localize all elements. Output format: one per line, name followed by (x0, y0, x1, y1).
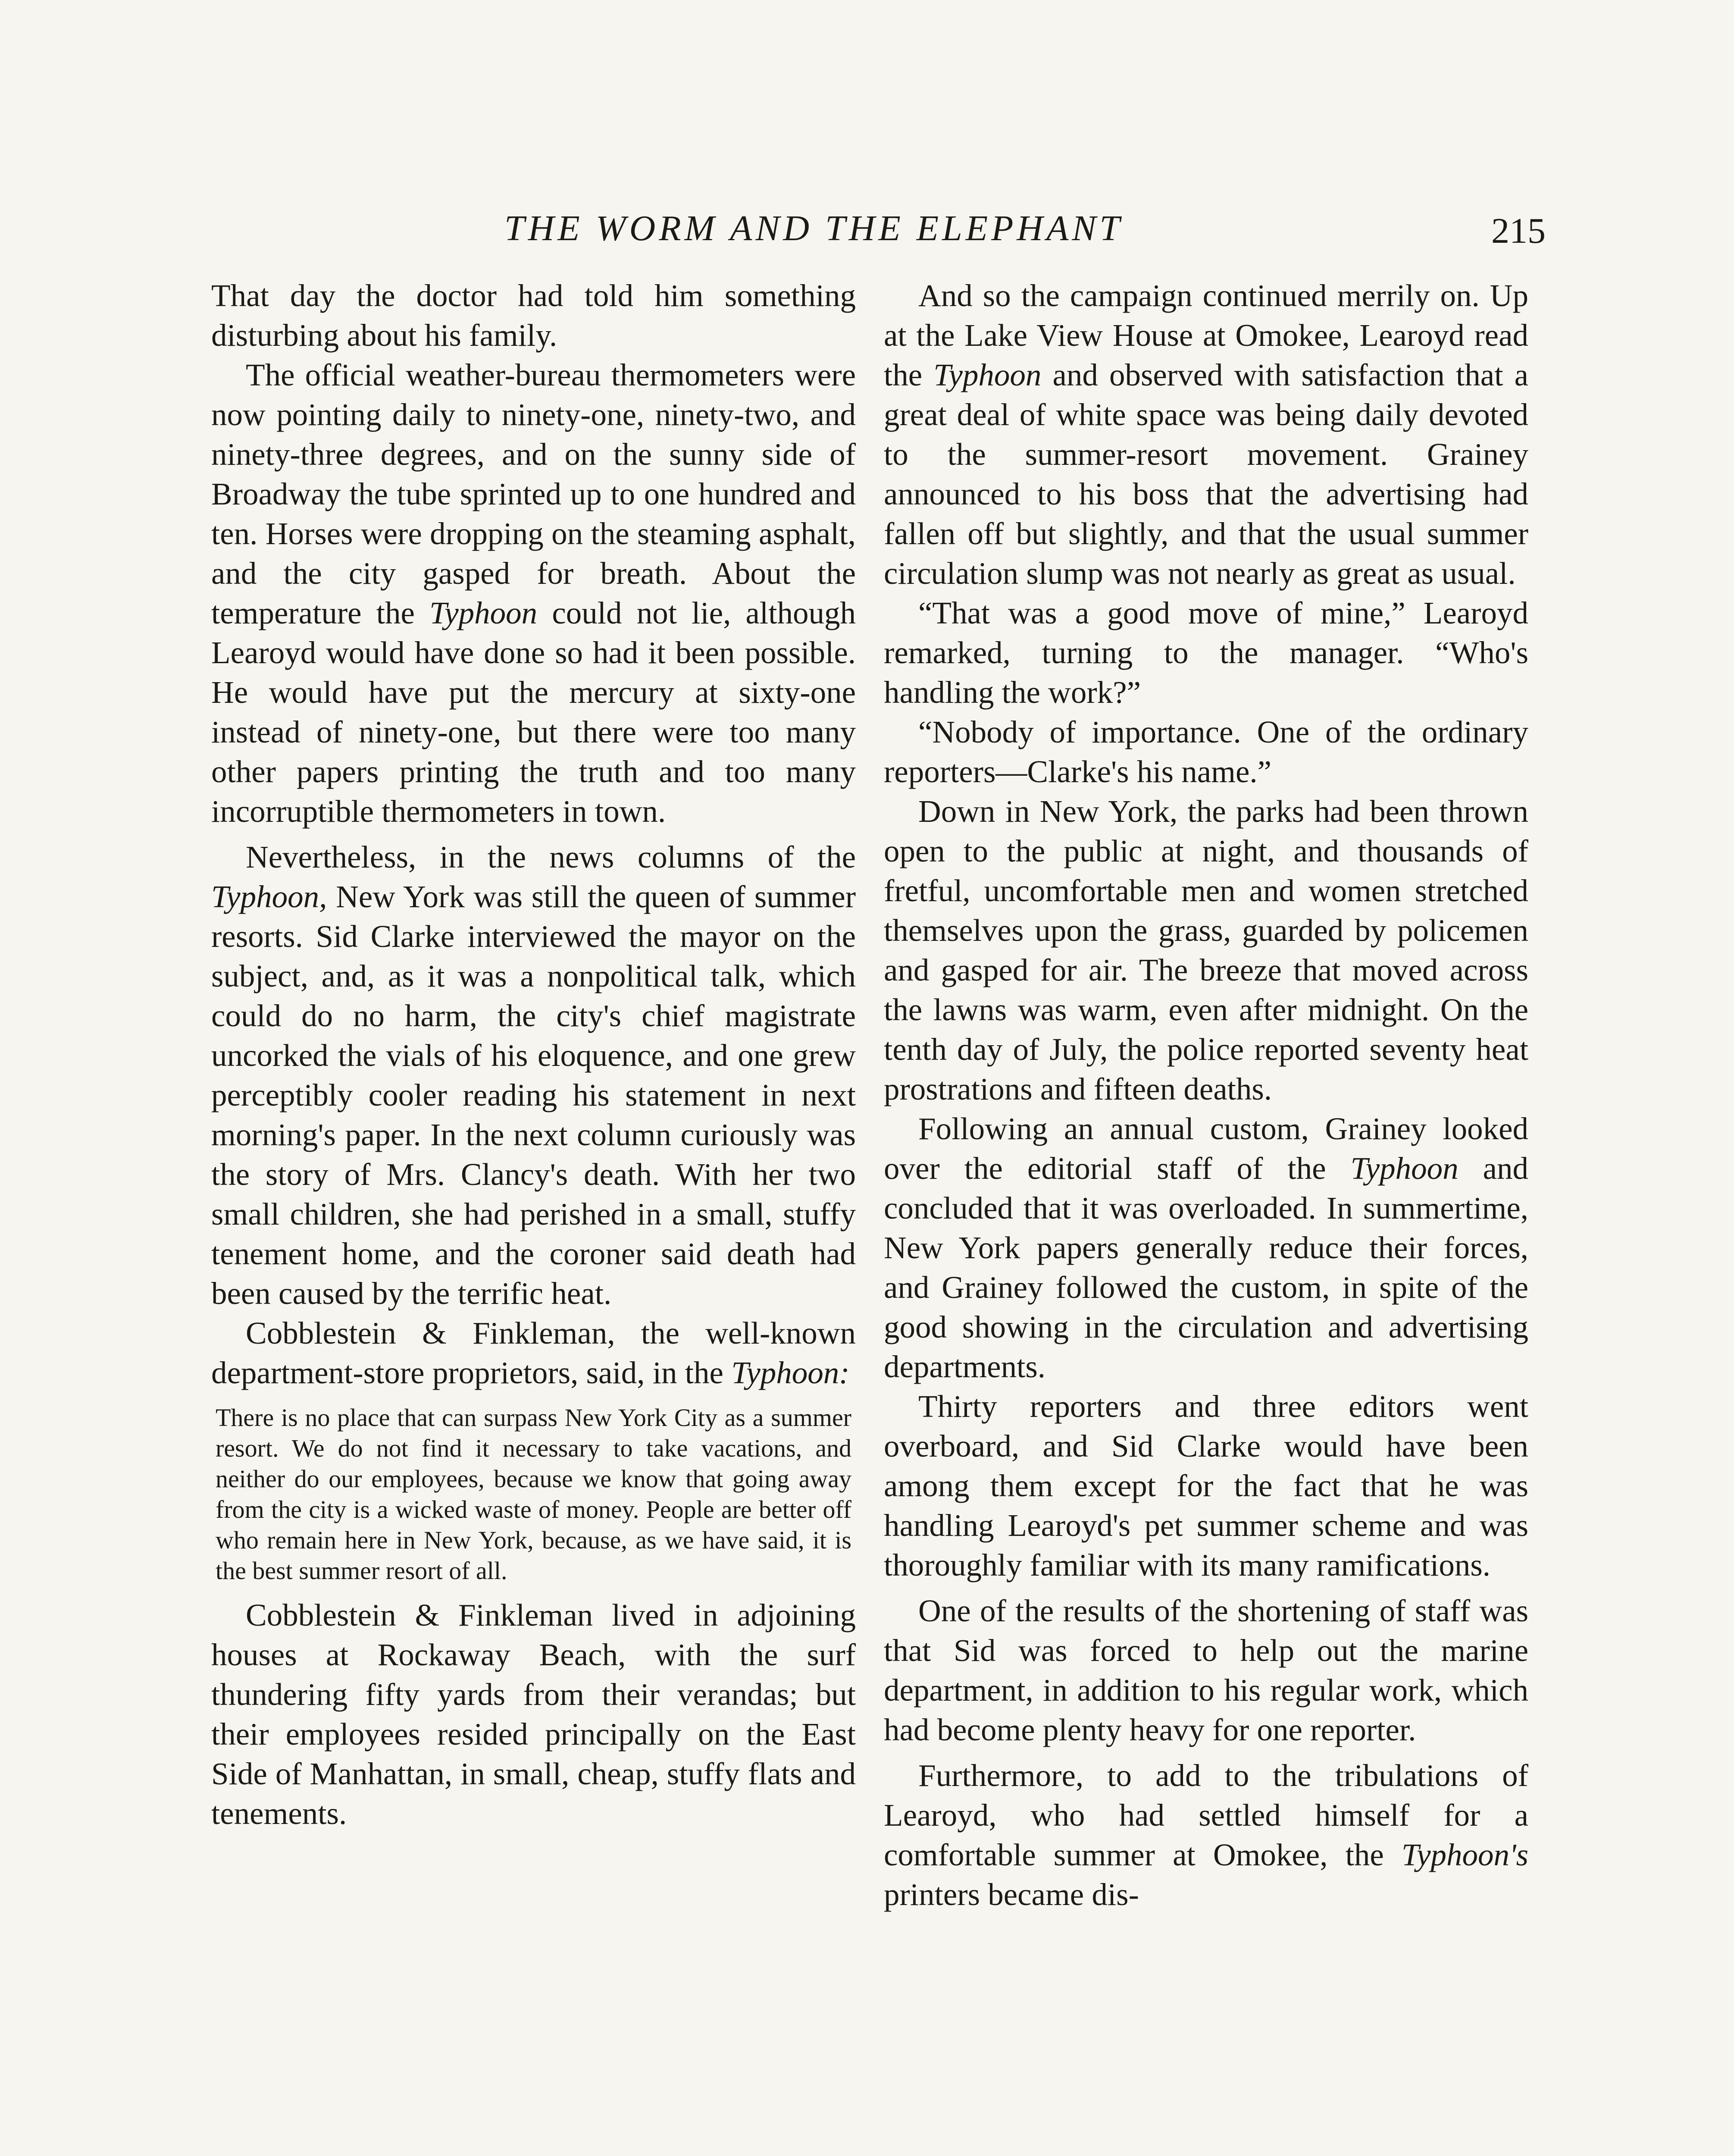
paragraph (211, 1313, 856, 1393)
text-run: And so the campaign continued merrily on. Up at the Lake View House at Omokee, Learoyd read the (884, 278, 1528, 392)
paragraph: Down in New York, the parks had been thrown open to the public at night, and thousands of fretful, uncomfortable men and women stretched themselves upon the grass, guarded by policemen and gasped for air. The breeze that moved across the lawns was warm, even after midnight. On the tenth day of July, the police reported seventy heat prostrations and fifteen deaths. (884, 794, 1528, 1106)
paragraph: One of the results of the shortening of staff was that Sid was forced to help out the marine department, in addition to his regular work, which had become plenty heavy for one reporter. (884, 1593, 1528, 1747)
paragraph: That day the doctor had told him something disturbing about his family. (211, 278, 856, 353)
text-run: New York was still the queen of summer resorts. Sid Clarke interviewed the mayor on the subject, and, as it was a nonpolitical talk, which could do no harm, the city's chief magistrate uncorked the vials of his eloquence, and one grew perceptibly cooler reading his statement in next morning's paper. In the next column curiously was the story of Mrs. Clancy's death. With her two small children, she had perished in a small, stuffy tenement home, and the coroner said death had been caused by the terrific heat. (211, 879, 856, 1311)
left-column (211, 276, 856, 1833)
paragraph: “That was a good move of mine,” Learoyd remarked, turning to the manager. “Who's handling the work?” (884, 595, 1528, 710)
italic-run: Typhoon (429, 595, 538, 630)
text-run: could not lie, although Learoyd would have done so had it been possible. He would have put the mercury at sixty-one instead of ninety-one, but there were too many other papers printing the truth and too many incorruptible thermometers in town. (211, 595, 856, 829)
text-run: Nevertheless, in the news columns of the (246, 840, 856, 874)
text-run: and observed with satisfaction that a great deal of white space was being daily devoted to the summer-resort movement. Grainey announced to his boss that the advertising had fallen off but slightly, and that the usual summer circulation slump was not nearly as great as usual. (884, 357, 1528, 591)
italic-run: Typhoon (1350, 1151, 1459, 1186)
paragraph (211, 837, 856, 1313)
paragraph (211, 355, 856, 831)
italic-run: Typhoon: (731, 1355, 850, 1390)
text-run: Cobblestein & Finkleman, the well-known department-store proprietors, said, in the (211, 1316, 856, 1390)
block-quote (211, 1402, 856, 1586)
running-title: THE WORM AND THE ELEPHANT (504, 208, 1124, 248)
italic-run: Typhoon's (1401, 1837, 1528, 1872)
italic-run: Typhoon (933, 357, 1042, 392)
text-run: printers became dis- (884, 1877, 1139, 1912)
text-run: The official weather-bureau thermometers were now pointing daily to ninety-one, ninety-two, and ninety-three degrees, and on the sunny side of Broadway the tube sprinted up to one hundred and ten. Horses were dropping on the steaming asphalt, and the city gasped for breath. About the temperature the (211, 357, 856, 630)
paragraph: “Nobody of importance. One of the ordinary reporters—Clarke's his name.” (884, 714, 1528, 789)
page-number: 215 (1491, 211, 1546, 251)
italic-run: Typhoon, (211, 879, 327, 914)
paragraph (884, 1756, 1528, 1915)
paragraph (884, 276, 1528, 593)
text-run: and concluded that it was overloaded. In summertime, New York papers generally reduce their forces, and Grainey followed the custom, in spite of the good showing in the circulation and advertising departments. (884, 1151, 1529, 1384)
text-run: Following an annual custom, Grainey looked over the editorial staff of the (884, 1111, 1528, 1186)
paragraph (884, 1109, 1528, 1387)
paragraph: Cobblestein & Finkleman lived in adjoining houses at Rockaway Beach, with the surf thundering fifty yards from their verandas; but their employees resided principally on the East Side of Manhattan, in small, cheap, stuffy flats and tenements. (211, 1598, 856, 1831)
paragraph: Thirty reporters and three editors went overboard, and Sid Clarke would have been among them except for the fact that he was handling Learoyd's pet summer scheme and was thoroughly familiar with its many ramifications. (884, 1389, 1528, 1583)
page-header (203, 203, 1546, 254)
quote-text: There is no place that can surpass New York City as a summer resort. We do not find it necessary to take vacations, and neither do our employees, because we know that going away from the city is a wicked waste of money. People are better off who remain here in New York, because, as we have said, it is the best summer resort of all. (216, 1404, 851, 1585)
right-column (884, 276, 1528, 1915)
text-run: Furthermore, to add to the tribulations of Learoyd, who had settled himself for a comfortable summer at Omokee, the (884, 1758, 1528, 1872)
